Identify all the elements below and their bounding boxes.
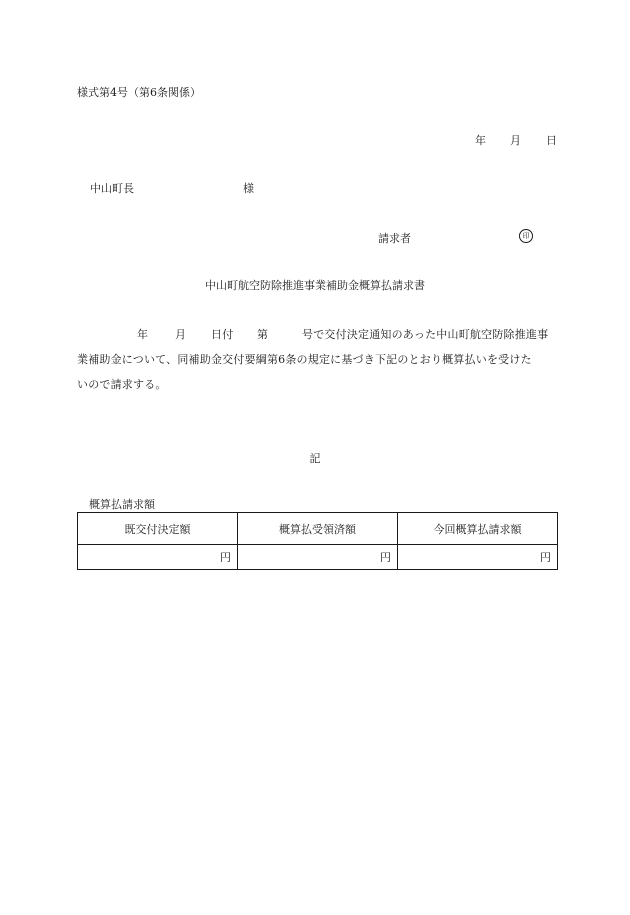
value-current-request-amount[interactable]: 円	[398, 545, 558, 570]
body-month-label: 月	[175, 328, 187, 341]
claimant-label: 請求者	[378, 232, 411, 245]
value-already-decided-amount[interactable]: 円	[78, 545, 238, 570]
value-received-advance-amount[interactable]: 円	[238, 545, 398, 570]
addressee-honorific: 様	[243, 182, 254, 195]
header-already-decided-amount: 既交付決定額	[78, 513, 238, 545]
body-line-1	[77, 326, 557, 342]
date-year-label: 年	[475, 134, 486, 147]
body-line-3: いので請求する。	[77, 378, 167, 391]
body-line-1-text: 号で交付決定通知のあった中山町航空防除推進事	[302, 328, 549, 341]
date-day-label: 日	[546, 134, 557, 147]
amount-table-header-row	[78, 513, 558, 545]
amount-table-value-row	[78, 545, 558, 570]
body-line-2: 業補助金について、同補助金交付要綱第6条の規定に基づき下記のとおり概算払いを受けた	[77, 353, 532, 366]
amount-table	[77, 512, 558, 570]
date-month-label: 月	[510, 134, 521, 147]
addressee-name: 中山町長	[90, 182, 134, 195]
document-title: 中山町航空防除推進事業補助金概算払請求書	[205, 279, 425, 292]
date-line	[470, 132, 560, 148]
body-year-label: 年	[137, 328, 149, 341]
header-received-advance-amount: 概算払受領済額	[238, 513, 398, 545]
form-number: 様式第4号（第6条関係）	[77, 86, 201, 99]
seal-mark: 印	[519, 229, 533, 243]
body-day-label: 日付	[211, 328, 234, 341]
body-number-prefix: 第	[257, 328, 269, 341]
amount-section-label: 概算払請求額	[89, 498, 155, 511]
header-current-request-amount: 今回概算払請求額	[398, 513, 558, 545]
ki-heading: 記	[309, 452, 321, 465]
